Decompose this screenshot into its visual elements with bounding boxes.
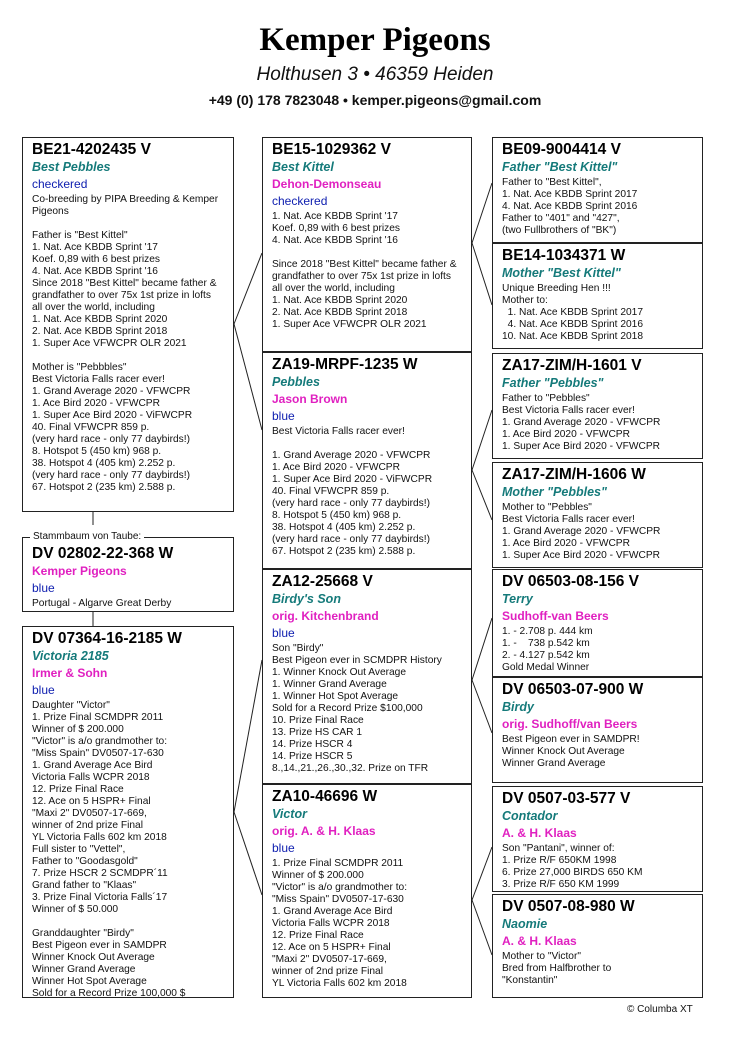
dds-breeder: A. & H. Klaas xyxy=(502,826,577,840)
pedigree-ssd-box xyxy=(492,243,703,349)
pedigree-sss-box xyxy=(492,137,703,243)
copyright-footer: © Columba XT xyxy=(627,1004,693,1015)
pedigree-dsd-box xyxy=(492,677,703,783)
header-contact: +49 (0) 178 7823048 • kemper.pigeons@gmail.com xyxy=(208,92,542,108)
sds-name: Father "Pebbles" xyxy=(502,376,604,390)
dam-color: blue xyxy=(32,683,55,697)
ds-ring-number: ZA12-25668 V xyxy=(272,573,373,590)
ddd-breeder: A. & H. Klaas xyxy=(502,934,577,948)
pedigree-ddd-box xyxy=(492,894,703,998)
sdd-name: Mother "Pebbles" xyxy=(502,485,607,499)
sd-info: Best Victoria Falls racer ever! 1. Grand Average 2020 - VFWCPR 1. Ace Bird 2020 - VFWCPR 1. Super Ace Bird 2020 - ViFWCPR 40. Final VFWCPR 859 p. (very hard race - only 77 daybirds!) 8. Hotspot 5 (450 km) 968 p. 38. Hotspot 4 (405 km) 2.252 p. (very hard race - only 77 daybirds!) 67. Hotspot 2 (235 km) 2.588 p. xyxy=(272,426,433,557)
dam-info: Daughter "Victor" 1. Prize Final SCMDPR 2011 Winner of $ 200.000 "Victor" is a/o grandmother to: "Miss Spain" DV0507-17-630 1. Grand Average Ace Bird Victoria Falls WCPR 2018 12. Prize Final Race 12. Ace on 5 HSPR+ Final "Maxi 2" DV0507-17-669, winner of 2nd prize Final YL Victoria Falls 602 km 2018 Full sister to "Vettel", Father to "Goodasgold" 7. Prize HSCR 2 SCMDPR´11 Grand father to "Klaas" 3. Prize Final Victoria Falls´17 Winner of $ 50.000 Granddaughter "Birdy" Best Pigeon ever in SAMDPR Winner Knock Out Average Winner Grand Average Winner Hot Spot Average Sold for a Record Prize 100,000 $ xyxy=(32,700,186,998)
ss-ring-number: BE15-1029362 V xyxy=(272,141,391,158)
pedigree-sire-box xyxy=(22,137,234,512)
subject-ring-number: DV 02802-22-368 W xyxy=(32,545,174,562)
subject-color: blue xyxy=(32,581,55,595)
page-title: Kemper Pigeons xyxy=(259,22,491,58)
subject-info: Portugal - Algarve Great Derby xyxy=(32,598,172,609)
ds-breeder: orig. Kitchenbrand xyxy=(272,609,379,623)
ss-color: checkered xyxy=(272,194,328,208)
dss-breeder: Sudhoff-van Beers xyxy=(502,609,609,623)
ddd-name: Naomie xyxy=(502,917,548,931)
ssd-name: Mother "Best Kittel" xyxy=(502,266,621,280)
dsd-ring-number: DV 06503-07-900 W xyxy=(502,681,644,698)
dam-breeder: Irmer & Sohn xyxy=(32,666,108,680)
pedigree-dds-box xyxy=(492,786,703,892)
ds-info: Son "Birdy" Best Pigeon ever in SCMDPR History 1. Winner Knock Out Average 1. Winner Grand Average 1. Winner Hot Spot Average Sold for a Record Prize $100,000 10. Prize Final Race 13. Prize HS CAR 1 14. Prize HSCR 4 14. Prize HSCR 5 8.,14.,21.,26.,30.,32. Prize on TFR xyxy=(272,643,442,774)
pedigree-sire-dam-box xyxy=(262,352,472,569)
sds-info: Father to "Pebbles" Best Victoria Falls racer ever! 1. Grand Average 2020 - VFWCPR 1. Ace Bird 2020 - VFWCPR 1. Super Ace Bird 2020 - VFWCPR xyxy=(502,393,661,452)
dd-color: blue xyxy=(272,841,295,855)
dd-name: Victor xyxy=(272,807,307,821)
ssd-ring-number: BE14-1034371 W xyxy=(502,247,626,264)
ssd-info: Unique Breeding Hen !!! Mother to: 1. Nat. Ace KBDB Sprint 2017 4. Nat. Ace KBDB Sprint 2016 10. Nat. Ace KBDB Sprint 2018 xyxy=(502,283,644,342)
sds-ring-number: ZA17-ZIM/H-1601 V xyxy=(502,357,642,374)
subject-top-border-left xyxy=(22,537,30,538)
sss-ring-number: BE09-9004414 V xyxy=(502,141,621,158)
pedigree-sdd-box xyxy=(492,462,703,568)
sire-ring-number: BE21-4202435 V xyxy=(32,141,151,158)
header-address: Holthusen 3 • 46359 Heiden xyxy=(256,64,494,85)
dds-name: Contador xyxy=(502,809,558,823)
sire-color: checkered xyxy=(32,177,88,191)
pedigree-dam-box xyxy=(22,626,234,998)
ss-name: Best Kittel xyxy=(272,160,334,174)
sire-name: Best Pebbles xyxy=(32,160,111,174)
sd-ring-number: ZA19-MRPF-1235 W xyxy=(272,356,418,373)
sd-breeder: Jason Brown xyxy=(272,392,348,406)
pedigree-sds-box xyxy=(492,353,703,459)
sss-info: Father to "Best Kittel", 1. Nat. Ace KBDB Sprint 2017 4. Nat. Ace KBDB Sprint 2016 Father to "401" and "427", (two Fullbrothers of "BK") xyxy=(502,177,638,236)
pedigree-dss-box xyxy=(492,569,703,677)
dd-info: 1. Prize Final SCMDPR 2011 Winner of $ 200.000 "Victor" is a/o grandmother to: "Miss Spain" DV0507-17-630 1. Grand Average Ace Bird Victoria Falls WCPR 2018 12. Prize Final Race 12. Ace on 5 HSPR+ Final "Maxi 2" DV0507-17-669, winner of 2nd prize Final YL Victoria Falls 602 km 2018 xyxy=(272,858,408,989)
ds-name: Birdy's Son xyxy=(272,592,341,606)
dss-name: Terry xyxy=(502,592,533,606)
ss-info: 1. Nat. Ace KBDB Sprint '17 Koef. 0,89 with 6 best prizes 4. Nat. Ace KBDB Sprint '16 Since 2018 "Best Kittel" became father & grandfather to over 75x 1st prize in lofts all over the world, including 1. Nat. Ace KBDB Sprint 2020 2. Nat. Ace KBDB Sprint 2018 1. Super Ace VFWCPR OLR 2021 xyxy=(272,211,457,330)
pedigree-subject-box xyxy=(22,537,234,612)
dsd-breeder: orig. Sudhoff/van Beers xyxy=(502,717,638,731)
ddd-info: Mother to "Victor" Bred from Halfbrother to "Konstantin" xyxy=(502,951,612,986)
dds-ring-number: DV 0507-03-577 V xyxy=(502,790,631,807)
sd-name: Pebbles xyxy=(272,375,320,389)
sire-info: Co-breeding by PIPA Breeding & Kemper Pigeons Father is "Best Kittel" 1. Nat. Ace KBDB Sprint '17 Koef. 0,89 with 6 best prizes 4. Nat. Ace KBDB Sprint '16 Since 2018 "Best Kittel" became father & grandfather to over 75x 1st prize in lofts all over the world, including 1. Nat. Ace KBDB Sprint 2020 2. Nat. Ace KBDB Sprint 2018 1. Super Ace VFWCPR OLR 2021 Mother is "Pebbbles" Best Victoria Falls racer ever! 1. Grand Average 2020 - VFWCPR 1. Ace Bird 2020 - VFWCPR 1. Super Ace Bird 2020 - ViFWCPR 40. Final VFWCPR 859 p. (very hard race - only 77 daybirds!) 8. Hotspot 5 (450 km) 968 p. 38. Hotspot 4 (405 km) 2.252 p. (very hard race - only 77 daybirds!) 67. Hotspot 2 (235 km) 2.588 p. xyxy=(32,194,219,493)
dd-breeder: orig. A. & H. Klaas xyxy=(272,824,376,838)
dd-ring-number: ZA10-46696 W xyxy=(272,788,378,805)
dsd-name: Birdy xyxy=(502,700,534,714)
dss-ring-number: DV 06503-08-156 V xyxy=(502,573,640,590)
subject-breeder: Kemper Pigeons xyxy=(32,564,127,578)
sss-name: Father "Best Kittel" xyxy=(502,160,618,174)
pedigree-sire-sire-box xyxy=(262,137,472,352)
dam-name: Victoria 2185 xyxy=(32,649,109,663)
sdd-info: Mother to "Pebbles" Best Victoria Falls racer ever! 1. Grand Average 2020 - VFWCPR 1. Ace Bird 2020 - VFWCPR 1. Super Ace Bird 2020 - VFWCPR xyxy=(502,502,661,561)
pedigree-dam-sire-box xyxy=(262,569,472,784)
ds-color: blue xyxy=(272,626,295,640)
ss-breeder: Dehon-Demonseau xyxy=(272,177,382,191)
subject-top-border-right xyxy=(136,537,234,538)
dam-ring-number: DV 07364-16-2185 W xyxy=(32,630,182,647)
sdd-ring-number: ZA17-ZIM/H-1606 W xyxy=(502,466,646,483)
dsd-info: Best Pigeon ever in SAMDPR! Winner Knock Out Average Winner Grand Average xyxy=(502,734,640,769)
sd-color: blue xyxy=(272,409,295,423)
pedigree-dam-dam-box xyxy=(262,784,472,998)
ddd-ring-number: DV 0507-08-980 W xyxy=(502,898,635,915)
dds-info: Son "Pantani", winner of: 1. Prize R/F 650KM 1998 6. Prize 27,000 BIRDS 650 KM 3. Prize R/F 650 KM 1999 xyxy=(502,843,643,890)
dss-info: 1. - 2.708 p. 444 km 1. - 738 p.542 km 2. - 4.127 p.542 km Gold Medal Winner xyxy=(502,626,593,673)
stammbaum-label: Stammbaum von Taube: xyxy=(30,531,144,543)
